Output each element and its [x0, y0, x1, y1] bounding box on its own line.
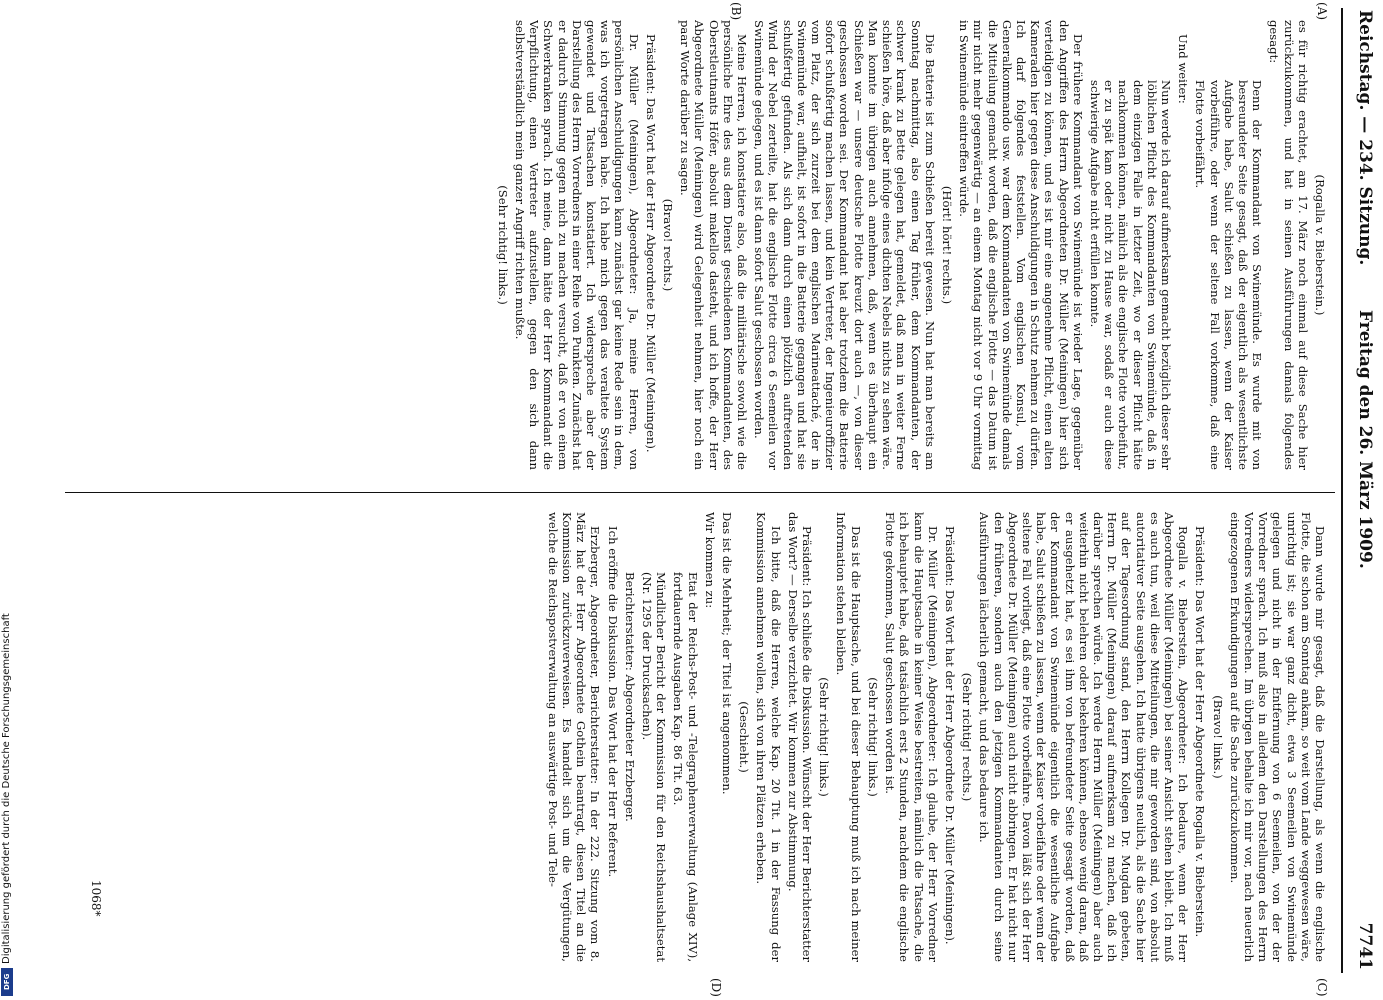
- right-column: [67, 512, 1327, 962]
- interjection: (Bravo! rechts.): [661, 198, 676, 292]
- speaker-paragraph: Rogalla v. Bieberstein, Abgeordneter: Ich bedaure, wenn der Herr Abgeordnete Müller (Meiningen) bei seiner Ansicht stehen bleibt. Ich muß es auch tun, weil diese Mitteilungen, die mir geworden sind, von absolut autoritativer Seite ausgehen. Ich hatte übrigens neulich, als die Sache hier auf der Tagesordnung stand, den Herrn Kollegen Dr. Mugdan gebeten, Herrn Dr. Müller (Meiningen) darauf aufmerksam zu machen, daß ich darüber sprechen würde. Ich werde Herrn Müller (Meiningen) aber auch weiterhin nicht belehren oder bekehren können, ebenso wenig daran, daß er ausgehetzt hat, es sei ihm von befreundeter Seite gesagt worden, daß der Kommandant von Swinemünde eigentlich die wesentliche Aufgabe habe, Salut schießen zu lassen, wenn der Kaiser vorbeifahre oder wenn der seltene Fall vorliegt, daß eine Flotte vorbeifahre. Davon läßt sich der Herr Abgeordnete Dr. Müller (Meiningen) auch nicht abbringen. Er hat nicht nur den früheren, sondern auch den jetzigen Kommandanten durch seine Ausführungen lächerlich gemacht, und das bedaure ich.: [977, 512, 1191, 962]
- agenda-rapporteur: Berichterstatter: Abgeordneter Erzberger.: [622, 572, 637, 822]
- interjection: (Sehr richtig! links.): [817, 677, 832, 797]
- paragraph: Ich eröffne die Diskussion. Das Wort hat der Herr Referent.: [605, 526, 620, 878]
- funding-notice: Digitalisierung gefördert durch die Deutsche Forschungsgemeinschaft: [1, 613, 12, 964]
- speaker-paragraph: Erzberger, Abgeordneter, Berichterstatter: In der 222. Sitzung vom 8. März hat der Herr Abgeordnete Gothein beantragt, diesen Titel an die Kommission zurückzuverweisen. Es handelt sich um die Vergütungen, welche die Reichspostverwaltung an auswärtige Post- und Tele-: [545, 512, 603, 962]
- margin-marker-a: (A): [1315, 2, 1329, 21]
- speaker-continuation: (Rogalla v. Bieberstein.): [1313, 174, 1327, 316]
- interjection: (Sehr richtig! rechts.): [960, 672, 975, 802]
- header-rule: [1341, 8, 1343, 973]
- paragraph: Das ist die Hauptsache, und bei dieser Behauptung muß ich nach meiner Information stehen bleiben.: [834, 512, 863, 962]
- digitization-strip: [0, 0, 14, 1000]
- speaker-paragraph: Dr. Müller (Meiningen), Abgeordneter: Ich glaube, der Herr Vorredner kann die Hauptsache in keiner Weise bestreiten, nämlich die Tatsache, die ich behauptet habe, daß tatsächlich erst 2 Stunden, nachdem die englische Flotte gekommen, Salut geschossen worden ist.: [883, 512, 940, 962]
- paragraph: Die Batterie ist zum Schießen bereit gewesen. Nun hat man bereits am Sonntag nachmittag, also einen Tag früher, dem Kommandanten, der schwer krank zu Bette gelegen hat, gemeldet, daß man in weiter Ferne schießen höre, daß aber infolge eines dichten Nebels nichts zu sehen wäre. Man konnte im übrigen auch annehmen, daß, wenn es überhaupt ein Schießen war — unsere deutsche Flotte kreuzt dort auch —, von dieser geschossen worden sei. Der Kommandant hat aber trotzdem die Batterie sofort schußfertig machen lassen, und kein Vertreter, der Ingenieuroffizier vom Platz, der sich zurzeit bei dem englischen Marineattaché, der in Swinemünde war, aufhielt, ist sofort in die Batterie gegangen und hat sie schußfertig gefunden. Als sich dann durch einen plötzlich auftretenden Wind der Nebel zerteilte, hat die englische Flotte circa 6 Seemeilen vor Swinemünde gelegen, und es ist dann sofort Salut geschossen worden.: [752, 20, 937, 470]
- speaker-paragraph: Präsident: Ich schließe die Diskussion. Wünscht der Herr Berichterstatter das Wort? — Derselbe verzichtet. Wir kommen zur Abstimmung.: [785, 512, 815, 962]
- margin-marker-b: (B): [729, 2, 743, 21]
- running-header: [1347, 10, 1375, 970]
- agenda-item: Etat der Reichs-Post- und -Telegraphenverwaltung (Anlage XIV), fortdauernde Ausgaben Kap. 86 Tit. 63.: [671, 572, 700, 962]
- paragraph: Dann wurde mir gesagt, daß die Darstellung, als wenn die englische Flotte, die schon am Sonntag ankam, so weit vom Lande weggewesen wäre, unrichtig ist; sie war ganz dicht, etwa 3 Seemeilen von Swinemünde gelegen und nicht in der Entfernung von 6 Seemeilen, von der der Vorredner sprach. Ich muß also in alledem den Darstellungen des Herrn Vorredners widersprechen. Im übrigen behalte ich mir vor, nach neuerlich eingezogenen Erkundigungen auf die Sache zurückzukommen.: [1227, 512, 1327, 962]
- interjection: (Sehr richtig! links.): [495, 185, 510, 305]
- margin-marker-d: (D): [709, 978, 723, 997]
- header-left: Reichstag. — 234. Sitzung.: [1355, 10, 1375, 266]
- speaker-paragraph: Präsident: Das Wort hat der Herr Abgeordnete Dr. Müller (Meiningen).: [942, 526, 957, 945]
- dfg-logo: DFG: [1, 968, 13, 996]
- interjection: (Hört! hört! rechts.): [939, 185, 954, 305]
- paragraph: es für richtig erachtet, am 17. März noch einmal auf diese Sache hier zurückzukommen, und hat in seinen Ausführungen damals folgendes gesagt:: [1267, 20, 1310, 470]
- interjection: (Sehr richtig! links.): [865, 677, 880, 797]
- paragraph: Das ist die Mehrheit; der Titel ist angenommen.: [720, 512, 735, 795]
- speaker-paragraph: Dr. Müller (Meiningen), Abgeordneter: Ja, meine Herren, von persönlichen Anschuldigungen kann zunächst gar keine Rede sein in dem, was ich vorgetragen habe. Ich habe mich gegen das veraltete System gewendet und Tatsachen konstatiert. Ich widerspreche aber der Darstellung des Herrn Vorredners in einer Reihe von Punkten. Zunächst hat er dadurch Stimmung gegen mich zu machen versucht, daß er von einem Schwerkranken sprach. Ich meine, dann hätte der Herr Kommandant die Verpflichtung, einen Vertreter aufzustellen, gegen den sich dann selbstverständlich mein ganzer Angriff richten mußte.: [513, 20, 641, 470]
- paragraph: Und weiter:: [1176, 34, 1191, 104]
- left-column: [67, 20, 1327, 470]
- margin-marker-c: (C): [1315, 978, 1329, 997]
- interjection: (Geschieht.): [737, 701, 752, 773]
- interjection: (Bravo! links.): [1210, 695, 1225, 779]
- page-number: 7741: [1355, 922, 1375, 970]
- speaker-paragraph: Präsident: Das Wort hat der Herr Abgeordnete Rogalla v. Bieberstein.: [1193, 526, 1208, 938]
- quotation: Denn der Kommandant von Swinemünde. Es wurde mit von besreundeter Seite gesagt, daß der eigentlich als wesentlichste Aufgabe habe, Salut schießen zu lassen, wenn der Kaiser vorbeiführe, oder wenn der seltene Fall vorkomme, daß eine Flotte vorbeifährt.: [1193, 80, 1265, 470]
- column-separator: [65, 492, 1335, 493]
- page-signature: 1068*: [89, 880, 103, 917]
- paragraph: Ich bitte, daß die Herren, welche Kap. 20 Tit. 1 in der Fassung der Kommission annehmen wollen, sich von ihren Plätzen erheben.: [754, 512, 783, 962]
- paragraph: Der frühere Kommandant von Swinemünde ist wieder Lage, gegenüber den Angriffen des Herrn Abgeordneten Dr. Müller (Meiningen) hier sich verteidigen zu können, und es ist mir eine angenehme Pflicht, einen alten Kameraden hier gegen diese Anschuldigungen in Schutz nehmen zu dürfen. Ich darf folgendes feststellen. Vom englischen Konsul, vom Generalkommando usw. war dem Kommandanten von Swinemünde damals die Mitteilung gemacht worden, daß die englische Flotte — das Datum ist mir nicht mehr gegenwärtig — an einem Montag nicht vor 9 Uhr vormittag in Swinemünde eintreffen würde.: [957, 20, 1085, 470]
- header-date: Freitag den 26. März 1909.: [1355, 310, 1375, 569]
- quotation: Nun werde ich darauf aufmerksam gemacht bezüglich dieser sehr löblichen Pflicht des Kommandanten von Swinemünde, daß in dem einzigen Falle in letzter Zeit, wo er dieser Pflicht hätte nachkommen können, nämlich als die englische Flotte vorbeifuhr, er zu spät kam oder nicht zu Hause war, sodaß er auch diese schwierige Aufgabe nicht erfüllen konnte.: [1087, 80, 1173, 470]
- paragraph: Meine Herren, ich konstatiere also, daß die militärische sowohl wie die persönliche Ehre des aus dem Dienst geschiedenen Kommandanten, des Oberstleutnants Höfer, absolut makellos dasteht, und ich hoffe, der Herr Abgeordnete Müller (Meiningen) wird Gelegenheit nehmen, hier noch ein paar Worte darüber zu sagen.: [678, 20, 750, 470]
- agenda-report: Mündlicher Bericht der Kommission für den Reichshaushaltsetat (Nr. 1295 der Drucksachen).: [640, 572, 669, 962]
- paragraph: Wir kommen zu:: [702, 512, 717, 609]
- speaker-paragraph: Präsident: Das Wort hat der Herr Abgeordnete Dr. Müller (Meiningen).: [643, 34, 658, 453]
